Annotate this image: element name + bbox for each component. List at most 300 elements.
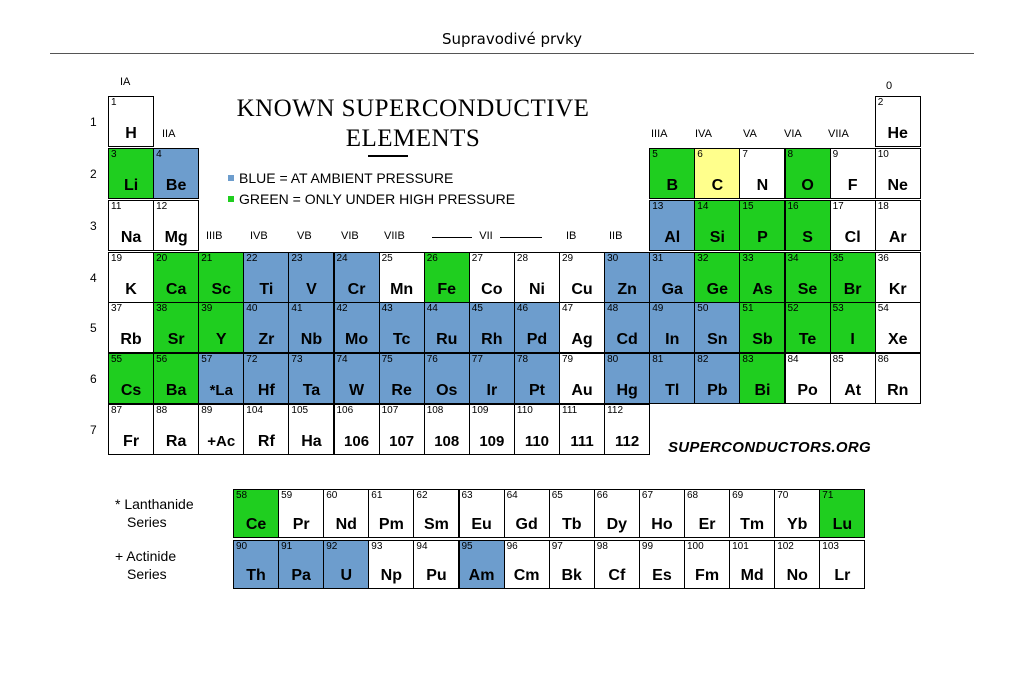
atomic-number: 45	[471, 303, 483, 314]
atomic-number: 76	[426, 354, 438, 365]
atomic-number: 8	[787, 149, 794, 160]
element-cell-n	[739, 148, 785, 199]
element-symbol: Kr	[888, 281, 907, 298]
element-symbol: Mg	[164, 229, 188, 246]
element-symbol: Am	[468, 567, 495, 584]
element-cell-tb	[549, 489, 595, 538]
element-symbol: Fe	[437, 281, 457, 298]
title-underline	[368, 155, 408, 157]
element-symbol: H	[125, 125, 137, 142]
element-symbol: W	[348, 382, 365, 399]
element-cell-106	[334, 404, 380, 455]
element-symbol: At	[844, 382, 862, 399]
atomic-number: 4	[156, 149, 162, 160]
atomic-number: 82	[697, 354, 709, 365]
element-cell-109	[469, 404, 515, 455]
atomic-number: 63	[461, 490, 473, 501]
element-cell-re	[379, 353, 425, 404]
element-cell-b	[649, 148, 695, 199]
element-cell-gd	[504, 489, 550, 538]
element-symbol: Tc	[392, 331, 411, 348]
element-cell-es	[639, 540, 685, 589]
element-symbol: Sr	[167, 331, 185, 348]
element-symbol: Nb	[300, 331, 323, 348]
element-symbol: Au	[571, 382, 593, 399]
element-cell-ni	[514, 252, 560, 303]
atomic-number: 91	[281, 541, 293, 552]
atomic-number: 34	[787, 253, 799, 264]
element-cell-bi	[739, 353, 785, 404]
element-symbol: Li	[123, 177, 139, 194]
element-symbol: Ha	[301, 433, 322, 450]
element-symbol: Pu	[426, 567, 447, 584]
element-cell-s	[785, 200, 831, 251]
atomic-number: 70	[777, 490, 789, 501]
element-cell-se	[785, 252, 831, 303]
element-cell-112	[604, 404, 650, 455]
atomic-number: 6	[697, 149, 703, 160]
atomic-number: 93	[371, 541, 383, 552]
element-symbol: Ni	[528, 281, 545, 298]
element-cell-ne	[875, 148, 921, 199]
element-symbol: Sb	[752, 331, 773, 348]
element-symbol: Re	[391, 382, 412, 399]
atomic-number: 2	[877, 97, 884, 108]
period-label: 7	[90, 423, 97, 437]
atomic-number: 37	[111, 303, 123, 314]
atomic-number: 68	[687, 490, 699, 501]
element-cell-sn	[694, 302, 740, 353]
group-label: VA	[743, 128, 757, 140]
element-cell-111	[559, 404, 605, 455]
element-cell-cf	[594, 540, 640, 589]
atomic-number: 43	[381, 303, 393, 314]
element-symbol: Cd	[616, 331, 638, 348]
element-symbol: Sc	[211, 281, 232, 298]
element-symbol: Fr	[123, 433, 140, 450]
element-symbol: Cs	[120, 382, 142, 399]
element-cell-br	[830, 252, 876, 303]
element-cell-107	[379, 404, 425, 455]
element-cell-sm	[413, 489, 459, 538]
element-cell-tm	[729, 489, 775, 538]
atomic-number: 17	[832, 201, 844, 212]
atomic-number: 15	[742, 201, 754, 212]
element-cell-mo	[334, 302, 380, 353]
element-cell-am	[459, 540, 505, 589]
element-symbol: S	[802, 229, 813, 246]
element-symbol: *La	[209, 382, 233, 399]
element-cell-ra	[153, 404, 199, 455]
element-cell-bk	[549, 540, 595, 589]
group-label: IIIA	[651, 128, 668, 140]
atomic-number: 23	[291, 253, 303, 264]
atomic-number: 110	[516, 405, 533, 416]
element-symbol: 109	[479, 433, 505, 450]
period-label: 4	[90, 271, 97, 285]
element-symbol: Tb	[561, 516, 582, 533]
element-cell-pd	[514, 302, 560, 353]
atomic-number: 98	[596, 541, 608, 552]
period-label: 3	[90, 219, 97, 233]
element-cell-cu	[559, 252, 605, 303]
element-cell-h	[108, 96, 154, 147]
atomic-number: 13	[652, 201, 664, 212]
element-symbol: Br	[843, 281, 862, 298]
element-symbol: Th	[246, 567, 266, 584]
atomic-number: 42	[336, 303, 348, 314]
element-cell-te	[785, 302, 831, 353]
atomic-number: 11	[111, 201, 122, 212]
element-symbol: Pr	[292, 516, 310, 533]
element-cell-zn	[604, 252, 650, 303]
element-cell-in	[649, 302, 695, 353]
element-cell-rn	[875, 353, 921, 404]
element-symbol: Pb	[707, 382, 728, 399]
atomic-number: 9	[832, 149, 839, 160]
element-symbol: He	[887, 125, 908, 142]
element-cell-ho	[639, 489, 685, 538]
element-cell-cl	[830, 200, 876, 251]
atomic-number: 89	[201, 405, 213, 416]
element-cell-v	[288, 252, 334, 303]
group-label: VIB	[341, 230, 359, 242]
legend-blue	[228, 170, 453, 186]
atomic-number: 101	[732, 541, 749, 552]
element-symbol: Hf	[257, 382, 275, 399]
element-cell-fr	[108, 404, 154, 455]
legend-blue-swatch	[228, 175, 234, 181]
atomic-number: 75	[381, 354, 393, 365]
group-label: VB	[297, 230, 312, 242]
element-symbol: No	[786, 567, 808, 584]
element-symbol: Ho	[651, 516, 673, 533]
element-cell-he	[875, 96, 921, 147]
element-cell-al	[649, 200, 695, 251]
element-symbol: Pa	[291, 567, 311, 584]
actinide-label-line-2: Series	[127, 566, 167, 582]
element-symbol: Y	[215, 331, 227, 348]
element-symbol: Cu	[571, 281, 593, 298]
atomic-number: 57	[201, 354, 213, 365]
element-symbol: Ga	[661, 281, 683, 298]
atomic-number: 86	[877, 354, 889, 365]
atomic-number: 5	[652, 149, 658, 160]
element-cell-cd	[604, 302, 650, 353]
element-cell-ga	[649, 252, 695, 303]
element-cell-po	[785, 353, 831, 404]
diagram-title	[188, 94, 638, 154]
atomic-number: 48	[607, 303, 619, 314]
element-symbol: 107	[389, 433, 415, 450]
element-symbol: Bk	[561, 567, 582, 584]
element-cell-os	[424, 353, 470, 404]
element-symbol: F	[847, 177, 858, 194]
atomic-number: 12	[156, 201, 168, 212]
element-symbol: +Ac	[207, 433, 236, 450]
element-symbol: Tm	[740, 516, 765, 533]
atomic-number: 3	[111, 149, 117, 160]
period-label: 5	[90, 321, 97, 335]
atomic-number: 35	[832, 253, 844, 264]
atomic-number: 109	[471, 405, 489, 416]
element-symbol: Er	[698, 516, 716, 533]
atomic-number: 74	[336, 354, 348, 365]
element-cell-cs	[108, 353, 154, 404]
element-symbol: Es	[652, 567, 672, 584]
element-symbol: Ce	[245, 516, 267, 533]
legend-green	[228, 191, 515, 207]
element-symbol: 110	[524, 433, 550, 450]
element-symbol: Cl	[844, 229, 861, 246]
atomic-number: 18	[877, 201, 889, 212]
atomic-number: 108	[426, 405, 444, 416]
atomic-number: 46	[516, 303, 529, 314]
atomic-number: 44	[426, 303, 438, 314]
element-symbol: Fm	[695, 567, 720, 584]
element-cell-dy	[594, 489, 640, 538]
element-symbol: Sn	[707, 331, 728, 348]
element-cell-pb	[694, 353, 740, 404]
atomic-number: 65	[551, 490, 563, 501]
element-symbol: K	[125, 281, 137, 298]
element-cell-xe	[875, 302, 921, 353]
group-label: IIIB	[206, 230, 223, 242]
element-cell-fe	[424, 252, 470, 303]
element-cell-k	[108, 252, 154, 303]
atomic-number: 55	[111, 354, 123, 365]
atomic-number: 52	[787, 303, 799, 314]
element-cell-mn	[379, 252, 425, 303]
atomic-number: 21	[201, 253, 213, 264]
period-label: 6	[90, 372, 97, 386]
group-label-vii	[430, 230, 542, 242]
atomic-number: 20	[156, 253, 168, 264]
element-symbol: Os	[436, 382, 458, 399]
element-cell-rh	[469, 302, 515, 353]
element-symbol: Si	[709, 229, 725, 246]
atomic-number: 7	[742, 149, 748, 160]
element-symbol: Ir	[486, 382, 498, 399]
atomic-number: 105	[291, 405, 309, 416]
element-symbol: Ti	[259, 281, 274, 298]
element-symbol: Cf	[608, 567, 626, 584]
atomic-number: 28	[516, 253, 529, 264]
element-symbol: U	[340, 567, 353, 584]
element-cell-ar	[875, 200, 921, 251]
element-symbol: Nd	[335, 516, 357, 533]
element-cell-ha	[288, 404, 334, 455]
atomic-number: 106	[336, 405, 354, 416]
element-symbol: Cr	[347, 281, 366, 298]
element-cell-si	[694, 200, 740, 251]
element-symbol: I	[850, 331, 855, 348]
element-symbol: O	[801, 177, 814, 194]
element-cell-md	[729, 540, 775, 589]
element-cell-la	[198, 353, 244, 404]
element-cell-hf	[243, 353, 289, 404]
element-cell-ti	[243, 252, 289, 303]
element-cell-f	[830, 148, 876, 199]
atomic-number: 88	[156, 405, 168, 416]
atomic-number: 64	[506, 490, 518, 501]
element-symbol: Be	[165, 177, 187, 194]
atomic-number: 32	[697, 253, 709, 264]
legend-green-swatch	[228, 196, 234, 202]
element-symbol: Cm	[513, 567, 540, 584]
element-cell-u	[323, 540, 369, 589]
atomic-number: 14	[697, 201, 709, 212]
element-cell-pm	[368, 489, 414, 538]
element-cell-sc	[198, 252, 244, 303]
element-symbol: Rh	[481, 331, 503, 348]
atomic-number: 22	[246, 253, 258, 264]
element-cell-as	[739, 252, 785, 303]
atomic-number: 39	[201, 303, 213, 314]
element-symbol: B	[666, 177, 679, 194]
element-symbol: C	[711, 177, 724, 194]
atomic-number: 81	[652, 354, 664, 365]
atomic-number: 24	[336, 253, 348, 264]
atomic-number: 102	[777, 541, 794, 552]
atomic-number: 50	[697, 303, 709, 314]
atomic-number: 41	[291, 303, 303, 314]
atomic-number: 40	[246, 303, 258, 314]
atomic-number: 97	[551, 541, 563, 552]
atomic-number: 100	[687, 541, 704, 552]
atomic-number: 31	[652, 253, 664, 264]
atomic-number: 16	[787, 201, 799, 212]
element-symbol: 112	[615, 433, 640, 450]
element-cell-zr	[243, 302, 289, 353]
element-cell-co	[469, 252, 515, 303]
atomic-number: 51	[742, 303, 754, 314]
element-cell-lr	[819, 540, 865, 589]
atomic-number: 112	[607, 405, 624, 416]
group-label: IA	[120, 76, 131, 88]
element-symbol: Ca	[165, 281, 187, 298]
element-cell-ba	[153, 353, 199, 404]
element-symbol: Se	[797, 281, 818, 298]
element-symbol: Tl	[665, 382, 680, 399]
element-cell-cm	[504, 540, 550, 589]
atomic-number: 62	[416, 490, 428, 501]
element-cell-th	[233, 540, 279, 589]
element-cell-li	[108, 148, 154, 199]
element-symbol: Ag	[571, 331, 593, 348]
element-cell-er	[684, 489, 730, 538]
element-symbol: Ne	[887, 177, 908, 194]
atomic-number: 111	[562, 405, 578, 416]
atomic-number: 103	[822, 541, 839, 552]
atomic-number: 58	[236, 490, 248, 501]
atomic-number: 25	[381, 253, 393, 264]
element-symbol: Zr	[258, 331, 275, 348]
element-symbol: Lu	[832, 516, 853, 533]
element-cell-sr	[153, 302, 199, 353]
element-cell-ir	[469, 353, 515, 404]
element-cell-ac	[198, 404, 244, 455]
element-symbol: Np	[380, 567, 402, 584]
element-cell-tc	[379, 302, 425, 353]
atomic-number: 96	[506, 541, 518, 552]
element-symbol: Hg	[616, 382, 638, 399]
element-symbol: Lr	[834, 567, 851, 584]
element-symbol: Pd	[526, 331, 548, 348]
atomic-number: 54	[877, 303, 889, 314]
group-label: IB	[566, 230, 577, 242]
element-symbol: Gd	[515, 516, 538, 533]
element-cell-i	[830, 302, 876, 353]
atomic-number: 27	[471, 253, 483, 264]
element-symbol: Zn	[617, 281, 637, 298]
atomic-number: 60	[326, 490, 338, 501]
element-symbol: Rn	[887, 382, 909, 399]
atomic-number: 36	[877, 253, 889, 264]
group-label: IIA	[162, 128, 176, 140]
period-label: 2	[90, 167, 97, 181]
element-symbol: Pm	[378, 516, 404, 533]
element-cell-rb	[108, 302, 154, 353]
atomic-number: 69	[732, 490, 744, 501]
element-cell-y	[198, 302, 244, 353]
element-cell-cr	[334, 252, 380, 303]
element-cell-sb	[739, 302, 785, 353]
period-label: 1	[90, 115, 97, 129]
element-cell-nd	[323, 489, 369, 538]
element-symbol: Ru	[436, 331, 458, 348]
group-label: IVA	[695, 128, 712, 140]
atomic-number: 94	[416, 541, 428, 552]
element-cell-lu	[819, 489, 865, 538]
element-cell-ce	[233, 489, 279, 538]
element-cell-108	[424, 404, 470, 455]
atomic-number: 47	[562, 303, 574, 314]
atomic-number: 66	[596, 490, 608, 501]
element-cell-yb	[774, 489, 820, 538]
element-symbol: Dy	[606, 516, 628, 533]
atomic-number: 79	[562, 354, 574, 365]
element-symbol: Ra	[165, 433, 187, 450]
element-cell-pu	[413, 540, 459, 589]
element-cell-ge	[694, 252, 740, 303]
page-header-title: Supravodivé prvky	[441, 30, 583, 48]
element-symbol: P	[757, 229, 768, 246]
element-cell-fm	[684, 540, 730, 589]
atomic-number: 95	[461, 541, 473, 552]
element-cell-nb	[288, 302, 334, 353]
group-label: VIA	[784, 128, 802, 140]
atomic-number: 49	[652, 303, 664, 314]
atomic-number: 61	[371, 490, 383, 501]
group-label: 0	[886, 80, 893, 92]
element-cell-c	[694, 148, 740, 199]
element-symbol: Ba	[165, 382, 187, 399]
group-label: IVB	[250, 230, 268, 242]
element-symbol: Eu	[471, 516, 492, 533]
atomic-number: 90	[236, 541, 248, 552]
actinide-label-line-1: + Actinide	[115, 548, 177, 564]
element-symbol: Ta	[302, 382, 321, 399]
lanthanide-label-line-1: * Lanthanide	[115, 496, 194, 512]
atomic-number: 104	[246, 405, 263, 416]
element-symbol: Ar	[888, 229, 907, 246]
atomic-number: 29	[562, 253, 574, 264]
element-cell-pt	[514, 353, 560, 404]
element-symbol: As	[752, 281, 773, 298]
atomic-number: 87	[111, 405, 123, 416]
element-cell-110	[514, 404, 560, 455]
